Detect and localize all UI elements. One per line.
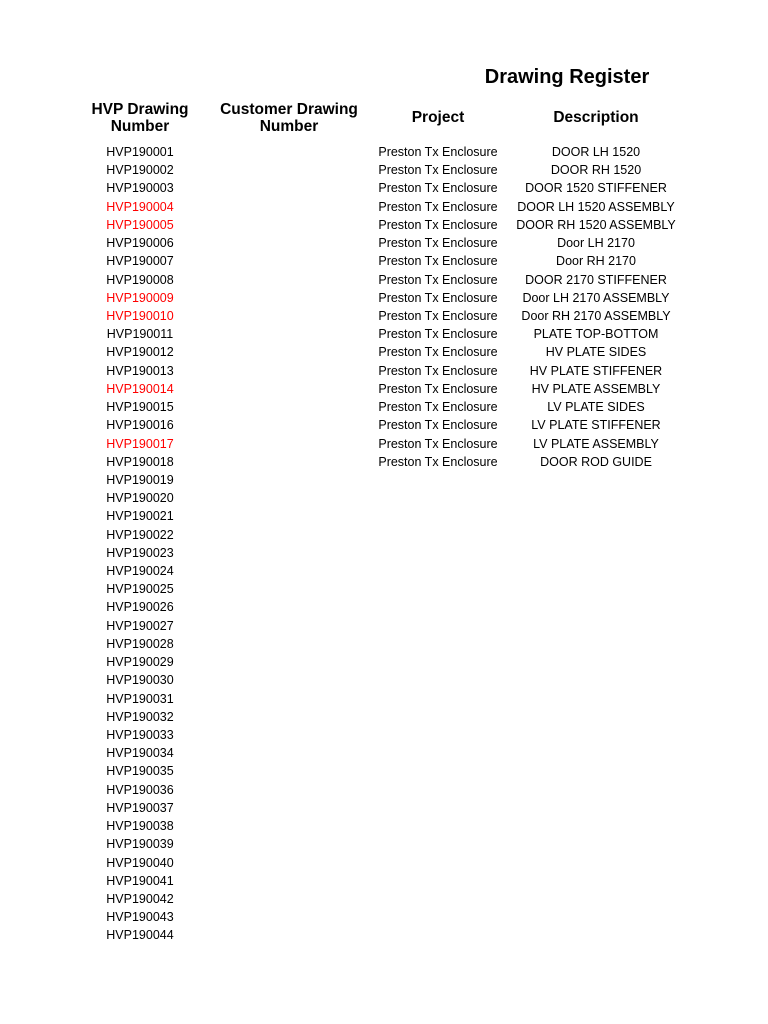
description-cell: DOOR RH 1520 ASSEMBLY: [516, 217, 676, 232]
table-row: [0, 489, 768, 507]
project-cell: Preston Tx Enclosure: [378, 199, 498, 214]
hvp-drawing-number-cell: HVP190019: [106, 472, 174, 487]
table-row: [0, 617, 768, 635]
table-row: [0, 799, 768, 817]
table-row: [0, 416, 768, 434]
description-cell: Door RH 2170 ASSEMBLY: [521, 308, 671, 323]
hvp-drawing-number-cell: HVP190033: [106, 728, 174, 742]
table-row: [0, 926, 768, 944]
project-cell: Preston Tx Enclosure: [378, 236, 498, 251]
table-row: [0, 544, 768, 562]
table-row: [0, 216, 768, 234]
hvp-drawing-number-cell: HVP190023: [106, 545, 174, 560]
hvp-drawing-number-cell: HVP190044: [106, 928, 174, 943]
table-row: [0, 471, 768, 489]
project-cell: Preston Tx Enclosure: [378, 345, 498, 360]
hvp-drawing-number-cell: HVP190009: [106, 290, 174, 305]
hvp-drawing-number-cell: HVP190004: [106, 199, 174, 214]
hvp-drawing-number-cell: HVP190020: [106, 491, 174, 506]
column-header-project: Project: [411, 109, 465, 126]
hvp-drawing-number-cell: HVP190021: [106, 509, 174, 524]
description-cell: PLATE TOP-BOTTOM: [533, 327, 659, 342]
table-row: [0, 507, 768, 525]
hvp-drawing-number-cell: HVP190005: [106, 217, 174, 232]
hvp-drawing-number-cell: HVP190003: [106, 181, 174, 196]
hvp-drawing-number-cell: HVP190034: [106, 746, 174, 761]
table-row: [0, 453, 768, 471]
description-cell: Door RH 2170: [556, 254, 636, 269]
hvp-drawing-number-cell: HVP190037: [106, 800, 174, 815]
hvp-drawing-number-cell: HVP190017: [106, 436, 174, 451]
table-row: [0, 908, 768, 926]
hvp-drawing-number-cell: HVP190035: [106, 764, 174, 779]
table-row: [0, 671, 768, 689]
hvp-drawing-number-cell: HVP190041: [106, 873, 174, 888]
table-row: [0, 598, 768, 616]
table-row: [0, 817, 768, 835]
project-cell: Preston Tx Enclosure: [378, 363, 498, 378]
table-row: [0, 635, 768, 653]
hvp-drawing-number-cell: HVP190029: [106, 655, 174, 670]
hvp-drawing-number-cell: HVP190036: [106, 782, 174, 797]
hvp-drawing-number-cell: HVP190026: [106, 600, 174, 615]
hvp-drawing-number-cell: HVP190013: [106, 363, 174, 378]
table-row: [0, 325, 768, 343]
project-cell: Preston Tx Enclosure: [378, 381, 498, 396]
description-cell: HV PLATE SIDES: [545, 345, 647, 360]
hvp-drawing-number-cell: HVP190014: [106, 381, 174, 396]
table-row: [0, 744, 768, 762]
hvp-drawing-number-cell: HVP190039: [106, 837, 174, 852]
hvp-drawing-number-cell: HVP190022: [106, 527, 174, 542]
hvp-drawing-number-cell: HVP190010: [106, 308, 174, 323]
project-cell: Preston Tx Enclosure: [378, 418, 498, 433]
description-cell: Door LH 2170 ASSEMBLY: [522, 290, 670, 305]
description-cell: DOOR 1520 STIFFENER: [525, 181, 667, 196]
hvp-drawing-number-cell: HVP190018: [106, 454, 174, 469]
hvp-drawing-number-cell: HVP190043: [106, 910, 174, 925]
table-row: [0, 781, 768, 799]
hvp-drawing-number-cell: HVP190032: [106, 709, 174, 724]
table-row: [0, 562, 768, 580]
project-cell: Preston Tx Enclosure: [378, 436, 498, 451]
table-row: [0, 143, 768, 161]
hvp-drawing-number-cell: HVP190001: [106, 145, 174, 159]
hvp-drawing-number-cell: HVP190015: [106, 400, 174, 415]
project-cell: Preston Tx Enclosure: [378, 327, 498, 342]
description-cell: HV PLATE ASSEMBLY: [531, 381, 661, 396]
hvp-drawing-number-cell: HVP190028: [106, 636, 174, 651]
hvp-drawing-number-cell: HVP190002: [106, 163, 174, 178]
hvp-drawing-number-cell: HVP190006: [106, 236, 174, 251]
description-cell: LV PLATE ASSEMBLY: [533, 436, 659, 451]
column-header-hvp-drawing-number: HVP Drawing Number: [91, 101, 189, 135]
hvp-drawing-number-cell: HVP190008: [106, 272, 174, 287]
table-row: [0, 271, 768, 289]
table-row: [0, 362, 768, 380]
table-row: [0, 835, 768, 853]
table-row: [0, 161, 768, 179]
project-cell: Preston Tx Enclosure: [378, 290, 498, 305]
table-row: [0, 726, 768, 744]
description-cell: LV PLATE SIDES: [547, 400, 645, 415]
hvp-drawing-number-cell: HVP190016: [106, 418, 174, 433]
hvp-drawing-number-cell: HVP190027: [106, 618, 174, 633]
table-row: [0, 580, 768, 598]
table-row: [0, 526, 768, 544]
table-row: [0, 762, 768, 780]
table-row: [0, 198, 768, 216]
project-cell: Preston Tx Enclosure: [378, 254, 498, 269]
description-cell: DOOR 2170 STIFFENER: [525, 272, 667, 287]
table-row: [0, 289, 768, 307]
register-table-body: [0, 143, 768, 945]
description-cell: DOOR RH 1520: [550, 163, 642, 178]
project-cell: Preston Tx Enclosure: [378, 272, 498, 287]
table-row: [0, 890, 768, 908]
project-cell: Preston Tx Enclosure: [378, 454, 498, 469]
table-row: [0, 398, 768, 416]
project-cell: Preston Tx Enclosure: [378, 217, 498, 232]
description-cell: DOOR ROD GUIDE: [540, 454, 652, 469]
hvp-drawing-number-cell: HVP190012: [106, 345, 174, 360]
project-cell: Preston Tx Enclosure: [378, 163, 498, 178]
project-cell: Preston Tx Enclosure: [378, 308, 498, 323]
table-row: [0, 653, 768, 671]
table-row: [0, 708, 768, 726]
description-cell: LV PLATE STIFFENER: [531, 418, 661, 433]
table-row: [0, 380, 768, 398]
page-title: Drawing Register: [484, 66, 650, 88]
hvp-drawing-number-cell: HVP190038: [106, 819, 174, 834]
column-header-description: Description: [553, 109, 639, 126]
description-cell: DOOR LH 1520 ASSEMBLY: [517, 199, 675, 214]
description-cell: Door LH 2170: [557, 236, 635, 251]
table-row: [0, 872, 768, 890]
table-row: [0, 854, 768, 872]
table-row: [0, 435, 768, 453]
hvp-drawing-number-cell: HVP190025: [106, 582, 174, 597]
table-row: [0, 307, 768, 325]
hvp-drawing-number-cell: HVP190024: [106, 564, 174, 579]
table-row: [0, 234, 768, 252]
hvp-drawing-number-cell: HVP190042: [106, 891, 174, 906]
table-row: [0, 343, 768, 361]
project-cell: Preston Tx Enclosure: [378, 400, 498, 415]
project-cell: Preston Tx Enclosure: [378, 145, 498, 159]
project-cell: Preston Tx Enclosure: [378, 181, 498, 196]
hvp-drawing-number-cell: HVP190007: [106, 254, 174, 269]
hvp-drawing-number-cell: HVP190011: [106, 327, 174, 342]
description-cell: HV PLATE STIFFENER: [529, 363, 663, 378]
hvp-drawing-number-cell: HVP190030: [106, 673, 174, 688]
hvp-drawing-number-cell: HVP190040: [106, 855, 174, 870]
hvp-drawing-number-cell: HVP190031: [106, 691, 174, 706]
column-header-customer-drawing-number: Customer Drawing Number: [220, 101, 358, 135]
description-cell: DOOR LH 1520: [551, 145, 641, 159]
table-row: [0, 690, 768, 708]
table-row: [0, 179, 768, 197]
table-row: [0, 252, 768, 270]
